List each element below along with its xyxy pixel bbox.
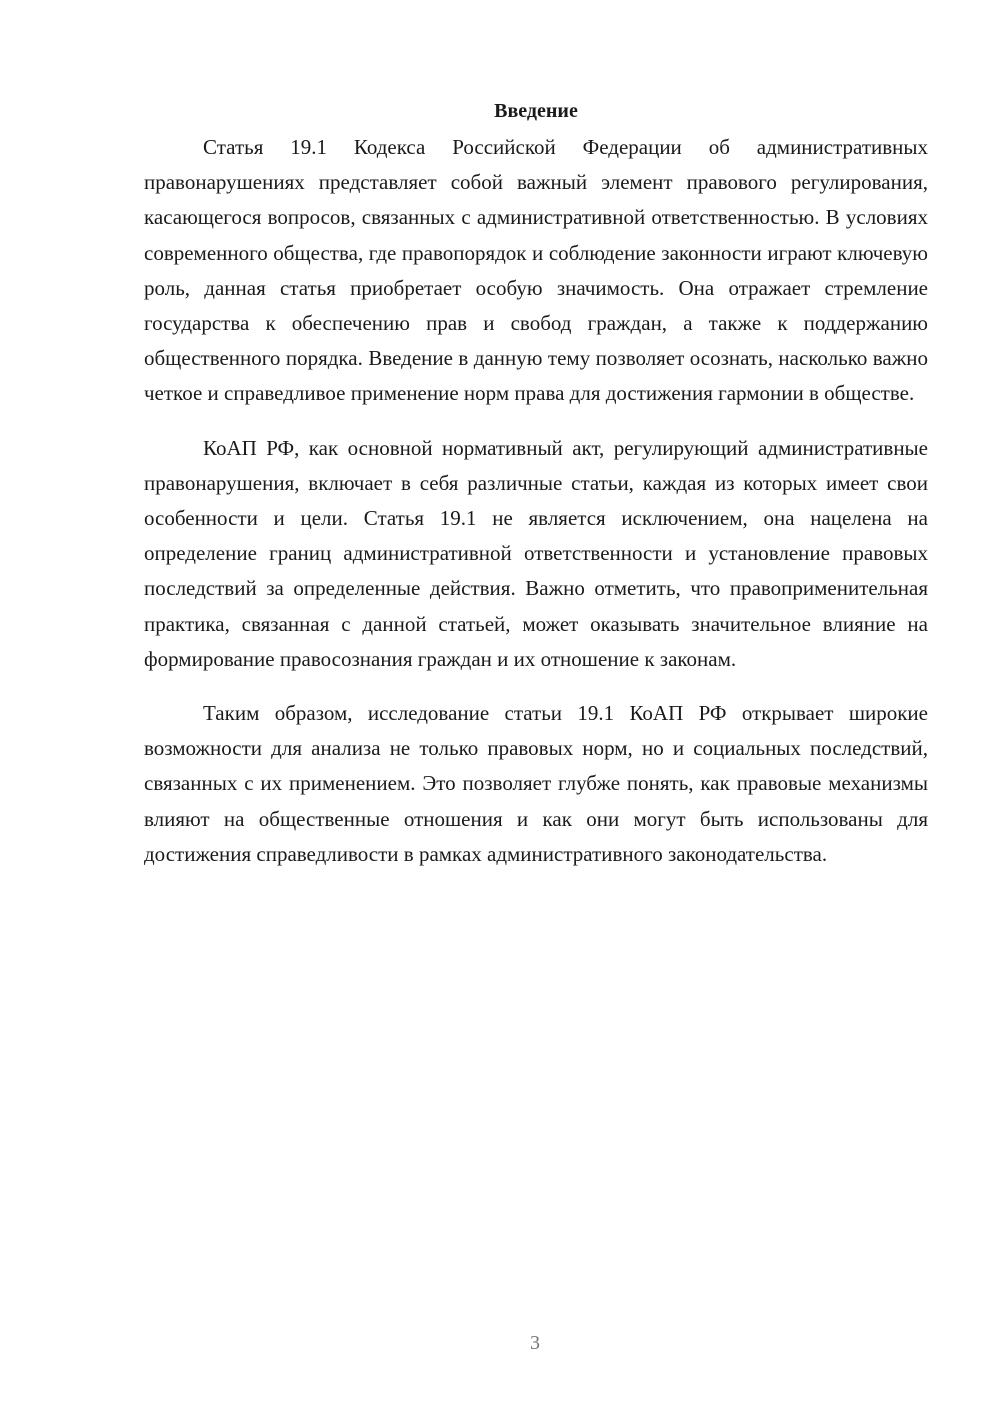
page-number: 3 (530, 1332, 540, 1354)
section-heading: Введение (494, 100, 578, 122)
page-content (144, 96, 928, 891)
paragraph-1: Статья 19.1 Кодекса Российской Федерации об административных правонарушениях представляет собой важный элемент правового регулирования, касающегося вопросов, связанных с административной ответственностью. В условиях современного общества, где правопорядок и соблюдение законности играют ключевую роль, данная статья приобретает особую значимость. Она отражает стремление государства к обеспечению прав и свобод граждан, а также к поддержанию общественного порядка. Введение в данную тему позволяет осознать, насколько важно четкое и справедливое применение норм права для достижения гармонии в обществе. (144, 135, 928, 406)
paragraph-3: Таким образом, исследование статьи 19.1 КоАП РФ открывает широкие возможности для анализа не только правовых норм, но и социальных последствий, связанных с их применением. Это позволяет глубже понять, как правовые механизмы влияют на общественные отношения и как они могут быть использованы для достижения справедливости в рамках административного законодательства. (144, 701, 928, 866)
paragraph-2: КоАП РФ, как основной нормативный акт, регулирующий административные правонарушения, включает в себя различные статьи, каждая из которых имеет свои особенности и цели. Статья 19.1 не является исключением, она нацелена на определение границ административной ответственности и установление правовых последствий за определенные действия. Важно отметить, что правоприменительная практика, связанная с данной статьей, может оказывать значительное влияние на формирование правосознания граждан и их отношение к законам. (144, 435, 928, 671)
